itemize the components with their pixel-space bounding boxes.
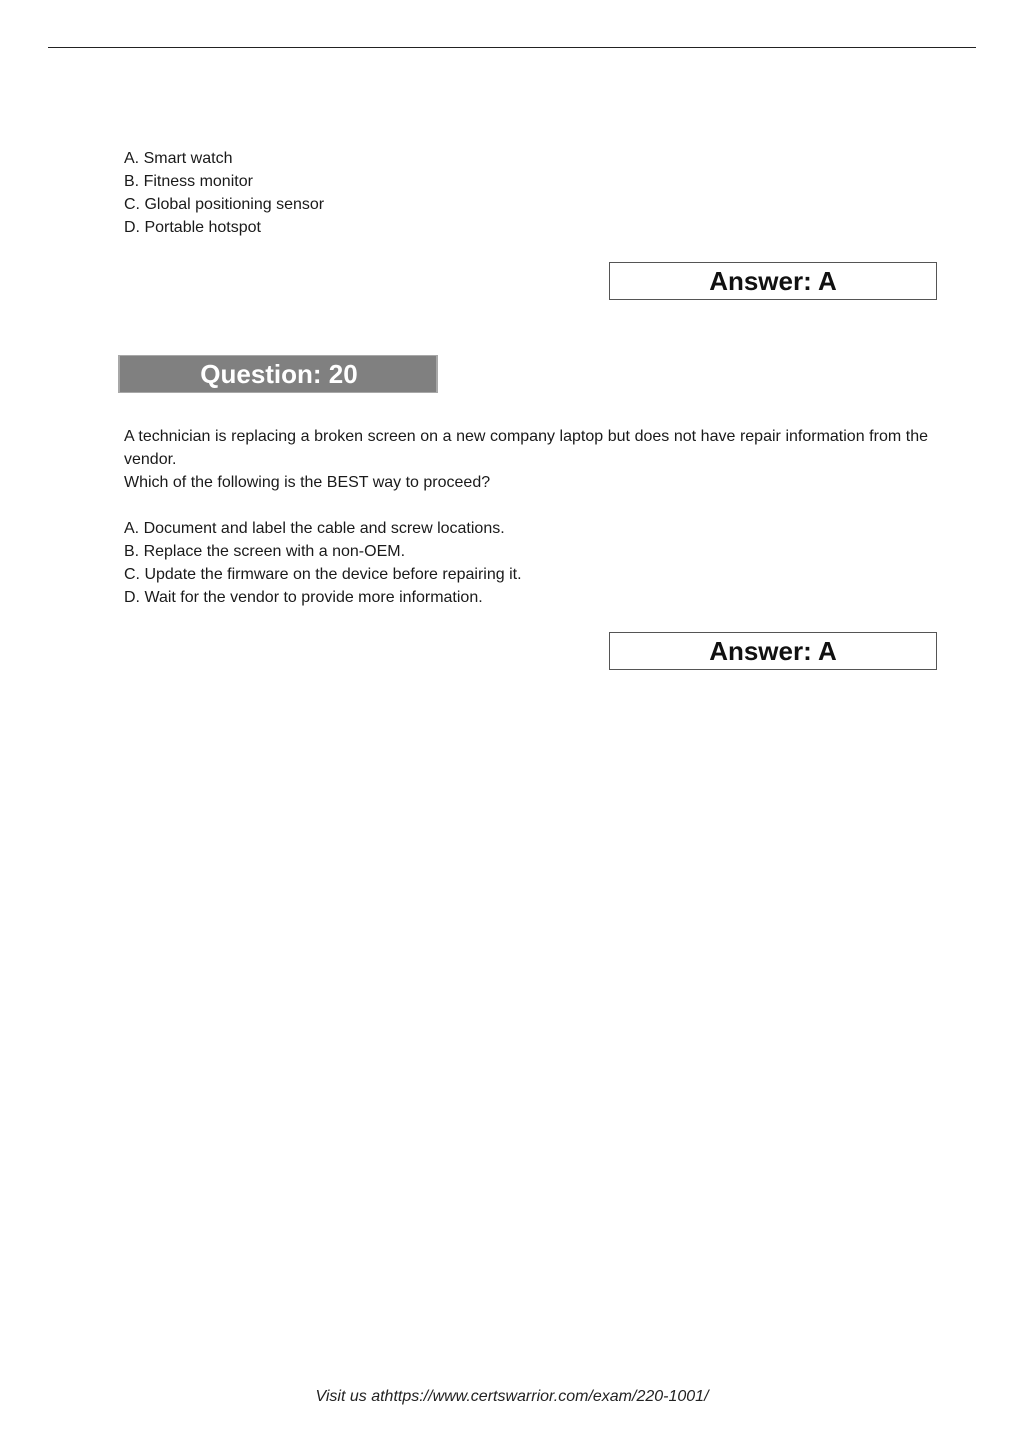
- footer-link[interactable]: Visit us athttps://www.certswarrior.com/exam/220-1001/: [315, 1388, 709, 1405]
- q20-options-list: [124, 517, 522, 609]
- q19-answer-box: [609, 262, 937, 300]
- q19-option-d: D. Portable hotspot: [124, 219, 261, 236]
- header-rule: [48, 47, 976, 48]
- q20-answer-text: Answer: A: [709, 635, 837, 666]
- q20-stem: [124, 425, 928, 494]
- q20-option-c: C. Update the firmware on the device before repairing it.: [124, 566, 522, 583]
- q20-header-text: Question: 20: [200, 359, 358, 389]
- q19-option-b: B. Fitness monitor: [124, 173, 253, 190]
- q20-stem-text: A technician is replacing a broken screen on a new company laptop but does not have repair information from the vendor.: [124, 428, 928, 468]
- q20-answer-box: [609, 632, 937, 670]
- q20-header: [118, 355, 438, 393]
- q20-option-d: D. Wait for the vendor to provide more information.: [124, 589, 483, 606]
- q19-option-a: A. Smart watch: [124, 150, 233, 167]
- q19-answer-text: Answer: A: [709, 265, 837, 296]
- q20-stem-question: Which of the following is the BEST way to proceed?: [124, 474, 491, 491]
- q20-option-a: A. Document and label the cable and screw locations.: [124, 520, 505, 537]
- q19-options-list: [124, 147, 324, 239]
- q20-option-b: B. Replace the screen with a non-OEM.: [124, 543, 406, 560]
- q19-option-c: C. Global positioning sensor: [124, 196, 325, 213]
